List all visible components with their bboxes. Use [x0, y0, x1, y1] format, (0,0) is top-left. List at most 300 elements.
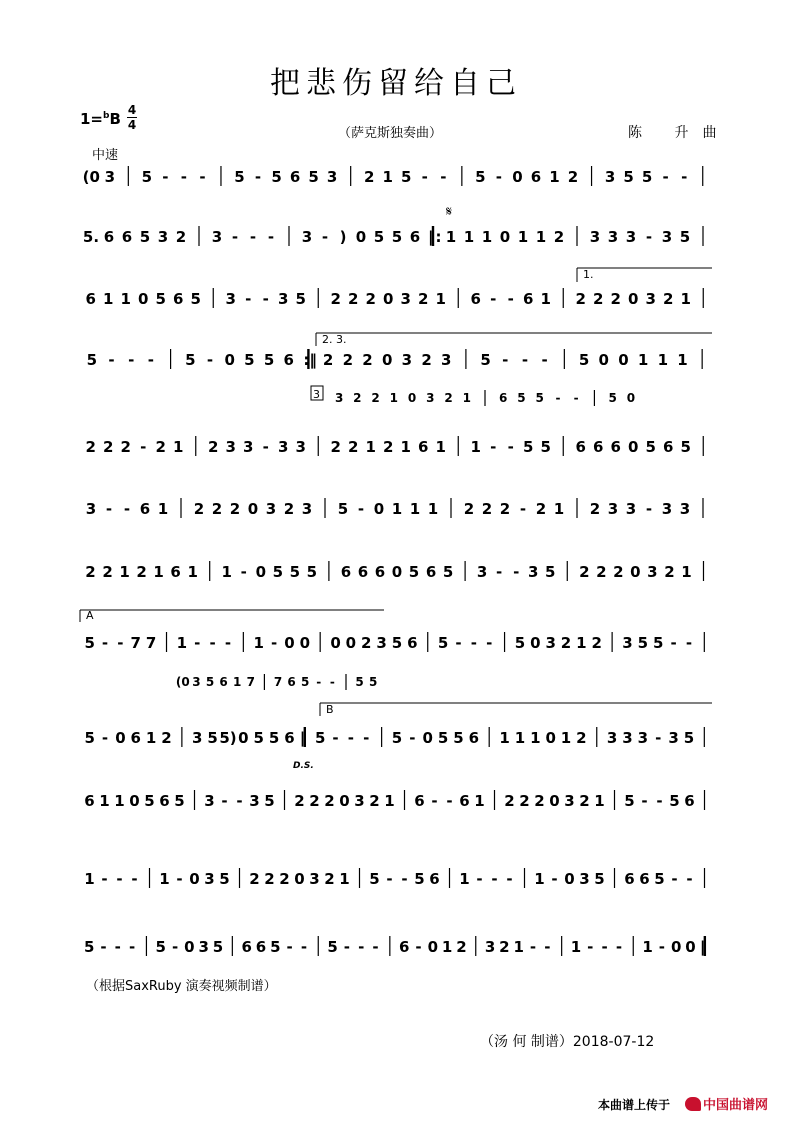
note-token: -: [116, 870, 123, 888]
note-token: 1: [435, 438, 446, 456]
note-token: -: [507, 290, 514, 308]
note-token: 2: [208, 438, 219, 456]
note-token: 3: [679, 500, 691, 518]
note-token: 2: [353, 391, 362, 405]
note-token: 0: [284, 634, 295, 652]
note-token: 3: [622, 729, 633, 747]
repeat-sign: :‖: [303, 351, 317, 369]
note-token: 1: [384, 792, 395, 810]
note-token: -: [490, 290, 497, 308]
note-token: 5: [84, 729, 95, 747]
note-token: 3: [607, 228, 619, 246]
note-token: 2: [589, 500, 601, 518]
note-token: 1: [594, 792, 605, 810]
note-token: -: [685, 634, 693, 652]
note-token: 3: [204, 792, 215, 810]
note-token: 0: [628, 438, 639, 456]
note-token: -: [455, 634, 462, 652]
note-token: 2: [369, 792, 380, 810]
note-token: 5: [540, 438, 551, 456]
note-token: 5: [139, 228, 151, 246]
note-token: 1: [391, 500, 403, 518]
note-token: -: [513, 563, 520, 581]
note-token: 2: [663, 290, 674, 308]
note-token: 5: [654, 870, 665, 888]
note-token: 5: [653, 634, 664, 652]
note-token: 5: [578, 351, 590, 369]
note-token: 0: [598, 351, 609, 369]
note-token: 2: [85, 438, 96, 456]
note-token: 0: [549, 792, 560, 810]
note-token: -: [108, 351, 115, 369]
note-token: 2: [383, 438, 394, 456]
note-token: 3: [192, 729, 203, 747]
score-line: [84, 936, 707, 957]
repeat-sign: ‖: [699, 938, 708, 956]
note-token: 1: [114, 792, 125, 810]
note-token: 6: [624, 870, 635, 888]
upload-footer: 本曲谱上传于: [598, 1098, 671, 1112]
note-token: 1: [576, 634, 587, 652]
note-token: 2: [193, 500, 205, 518]
note-token: 3: [309, 870, 320, 888]
note-token: 2: [249, 870, 260, 888]
note-token: -: [221, 792, 228, 810]
note-token: 5: [337, 500, 349, 518]
note-token: 1: [173, 438, 184, 456]
note-token: 3: [441, 351, 452, 369]
note-token: 0: [184, 938, 195, 956]
note-token: 1: [560, 729, 572, 747]
note-token: 5: [314, 729, 326, 747]
note-token: 2: [444, 391, 453, 405]
note-token: 6: [289, 168, 301, 186]
note-token: -: [180, 168, 188, 186]
note-token: 1: [99, 792, 110, 810]
note-token: -: [519, 500, 527, 518]
note-token: 2: [363, 168, 375, 186]
note-token: -: [105, 500, 113, 518]
note-token: -: [100, 938, 107, 956]
note-token: 6: [459, 792, 470, 810]
note-token: 6: [283, 351, 294, 369]
note-token: 1: [159, 870, 170, 888]
note-token: 2: [361, 634, 372, 652]
note-token: 0: [339, 792, 350, 810]
note-token: 0: [238, 729, 249, 747]
note-token: 2: [418, 290, 429, 308]
note-token: 2: [283, 500, 295, 518]
note-token: 5: [234, 168, 245, 186]
score-line: [84, 790, 704, 810]
note-token: -: [507, 438, 514, 456]
note-token: 0: [224, 351, 235, 369]
note-token: 6: [414, 792, 425, 810]
note-token: 0: [115, 729, 126, 747]
note-token: 0: [626, 391, 636, 405]
note-token: 3: [243, 438, 254, 456]
note-token: 5: [308, 168, 319, 186]
note-token: 6: [530, 168, 542, 186]
note-token: -: [502, 351, 509, 369]
note-token: 2: [229, 500, 241, 518]
note-token: 1: [499, 729, 510, 747]
note-token: 0: [630, 563, 641, 581]
transcription-note: （根据SaxRuby 演奏视频制谱）: [86, 979, 277, 994]
note-token: -: [476, 870, 483, 888]
note-token: 5: [219, 870, 230, 888]
note-token: 3: [401, 351, 413, 369]
note-token: 1: [553, 500, 565, 518]
note-token: -: [470, 634, 477, 652]
note-token: 2: [264, 870, 275, 888]
note-token: 0: [138, 290, 149, 308]
note-token: 1: [530, 729, 541, 747]
note-token: 3: [400, 290, 411, 308]
note-token: -: [316, 675, 322, 689]
tempo-marking: 中速: [92, 148, 119, 163]
note-token: 6: [639, 870, 650, 888]
note-token: -: [300, 938, 308, 956]
note-token: 6: [340, 563, 352, 581]
key-note: B: [109, 110, 121, 128]
note-token: -: [431, 792, 438, 810]
note-token: 5: [369, 870, 380, 888]
note-token: 3: [625, 500, 637, 518]
note-token: 1: [427, 500, 439, 518]
note-token: 0: [545, 729, 556, 747]
note-token: -: [409, 729, 416, 747]
note-token: 1: [474, 792, 485, 810]
note-token: -: [641, 792, 648, 810]
note-token: -: [131, 870, 138, 888]
note-token: 3: [301, 500, 313, 518]
note-token: -: [658, 938, 666, 956]
note-token: 2: [120, 438, 131, 456]
note-token: 1: [570, 938, 582, 956]
note-token: -: [206, 351, 214, 369]
key-prefix: 1=: [80, 110, 104, 128]
note-token: 5: [683, 729, 695, 747]
note-token: -: [486, 634, 493, 652]
note-token: 5: [84, 634, 95, 652]
note-token: 2: [481, 500, 493, 518]
note-token: 0: [189, 870, 200, 888]
note-token: 3: [564, 792, 575, 810]
note-token: 2: [596, 563, 607, 581]
note-token: -: [386, 870, 393, 888]
score-line: [176, 674, 378, 690]
note-token: 5: [480, 351, 491, 369]
note-token: 5: [190, 290, 201, 308]
note-token: 2: [330, 438, 341, 456]
note-token: 5: [268, 729, 280, 747]
note-token: -: [332, 729, 339, 747]
transcriber-credit: （汤 何 制谱）2018-07-12: [480, 1034, 655, 1050]
repeat-sign: ‖:: [428, 228, 442, 246]
note-token: 2: [576, 729, 587, 747]
note-token: 3: [376, 634, 387, 652]
note-token: 1: [153, 563, 164, 581]
note-token: 5: [408, 563, 420, 581]
note-token: -: [587, 938, 594, 956]
note-token: -: [601, 938, 608, 956]
note-token: 6: [170, 563, 181, 581]
note-token: 5: [517, 391, 526, 405]
note-token: 0: [670, 938, 682, 956]
note-token: 6: [418, 438, 429, 456]
score-line: [85, 561, 703, 581]
note-token: 5: [244, 351, 255, 369]
note-token: 5: [205, 675, 215, 689]
note-token: 5: [155, 290, 166, 308]
note-token: 3: [278, 290, 289, 308]
note-token: 6: [173, 290, 184, 308]
score-line: [86, 288, 704, 308]
note-token: -: [176, 870, 183, 888]
note-token: 1: [409, 500, 421, 518]
note-token: 2: [279, 870, 290, 888]
score-line: [87, 349, 703, 370]
note-token: -: [240, 563, 247, 581]
note-token: 2: [348, 290, 359, 308]
score-title: 把悲伤留给自己: [270, 66, 522, 101]
note-token: -: [529, 938, 537, 956]
note-token: 1: [481, 228, 493, 246]
meter-bottom: 4: [127, 118, 137, 132]
note-token: 5: [535, 391, 544, 405]
section-b-label: B: [326, 703, 334, 716]
site-logo[interactable]: [685, 1094, 768, 1113]
note-token: 0: [618, 351, 629, 369]
note-token: 5: [437, 729, 449, 747]
note-token: 2: [456, 938, 467, 956]
note-token: 6: [357, 563, 369, 581]
note-token: 0: [381, 351, 393, 369]
note-token: 3: [249, 792, 260, 810]
note-token: 3: [211, 228, 223, 246]
note-token: 1: [435, 290, 446, 308]
note-token: -: [541, 351, 548, 369]
note-token: -: [521, 351, 529, 369]
note-token: 6: [523, 290, 534, 308]
note-token: 5: [645, 438, 656, 456]
note-token: -: [147, 351, 155, 369]
note-token: 1: [462, 391, 471, 405]
note-token: 3: [476, 563, 488, 581]
note-token: 2: [534, 792, 545, 810]
note-token: 1: [677, 351, 688, 369]
note-token: 3: [334, 391, 344, 405]
note-token: 5: [185, 351, 196, 369]
note-token: 3: [198, 938, 209, 956]
note-token: 3: [625, 228, 637, 246]
note-token: -: [544, 938, 551, 956]
note-token: 6: [407, 634, 418, 652]
note-token: 5: [391, 729, 403, 747]
note-token: 5: [437, 634, 449, 652]
note-token: -: [171, 938, 179, 956]
note-token: 2: [613, 563, 624, 581]
note-token: -: [236, 792, 243, 810]
note-token: 5: [669, 792, 680, 810]
note-token: 5: [174, 792, 185, 810]
note-token: 1: [339, 870, 350, 888]
score-line: [86, 498, 703, 518]
note-token: -: [224, 634, 232, 652]
note-token: -: [686, 870, 693, 888]
note-token: 6: [103, 228, 115, 246]
note-token: 3: [527, 563, 539, 581]
note-token: 2: [309, 792, 320, 810]
note-token: -: [671, 870, 678, 888]
note-token: 5: [207, 729, 218, 747]
note-token: 3: [225, 438, 236, 456]
note-token: 1: [365, 438, 376, 456]
note-token: 1: [657, 351, 668, 369]
note-token: 2: [535, 500, 547, 518]
note-token: 3: [579, 870, 590, 888]
note-token: 2: [575, 290, 586, 308]
note-token: -: [343, 938, 351, 956]
note-token: 1: [540, 290, 551, 308]
note-token: 0: [373, 500, 385, 518]
note-token: -: [231, 228, 239, 246]
note-token: 5: [86, 351, 98, 369]
note-token: 2: [553, 228, 565, 246]
note-token: 5: [327, 938, 338, 956]
note-token: -: [329, 675, 335, 689]
note-token: (0: [82, 168, 100, 186]
note-token: -: [495, 168, 503, 186]
note-token: 6: [84, 792, 95, 810]
note-token: 2: [211, 500, 223, 518]
note-token: 0: [355, 228, 367, 246]
note-token: 3: [301, 228, 313, 246]
note-token: 5: [264, 792, 275, 810]
note-token: 5: [271, 168, 282, 186]
note-token: 2: [342, 351, 353, 369]
note-token: -: [254, 168, 262, 186]
note-token: 1: [534, 870, 545, 888]
note-token: 3: [607, 500, 619, 518]
logo-icon: [685, 1097, 701, 1111]
note-token: 1: [681, 563, 692, 581]
note-token: 0: [512, 168, 523, 186]
note-token: 3: [192, 675, 201, 689]
note-token: 1: [84, 870, 95, 888]
note-token: 1: [119, 563, 130, 581]
note-token: 2: [499, 500, 511, 518]
score-line: [83, 166, 703, 186]
note-token: 5: [475, 168, 486, 186]
note-token: 3: [604, 168, 616, 186]
note-token: 7: [246, 675, 255, 689]
note-token: 0: [564, 870, 575, 888]
note-token: -: [670, 634, 677, 652]
note-token: 5: [144, 792, 155, 810]
note-token: 1: [445, 228, 457, 246]
note-token: 2: [560, 634, 572, 652]
note-token: 1: [400, 438, 411, 456]
note-token: 3: [225, 290, 236, 308]
note-token: 1: [680, 290, 691, 308]
note-token: 5.: [82, 228, 100, 246]
note-token: -: [358, 938, 365, 956]
subtitle: （萨克斯独奏曲）: [338, 126, 443, 141]
note-token: 0: [427, 938, 439, 956]
note-token: 6: [499, 391, 508, 405]
note-token: 2: [103, 438, 114, 456]
note-token: -: [162, 168, 169, 186]
note-token: 6: [425, 563, 437, 581]
note-token: (0: [175, 675, 190, 689]
note-token: 3: [647, 563, 658, 581]
note-token: 5: [637, 634, 649, 652]
note-token: 5: [608, 391, 617, 405]
note-token: 5: [141, 168, 153, 186]
note-token: 2: [664, 563, 675, 581]
note-token: 0: [530, 634, 541, 652]
note-token: -: [357, 500, 365, 518]
note-token: -: [199, 168, 206, 186]
note-token: -: [101, 634, 109, 652]
note-token: -: [645, 228, 653, 246]
note-token: 5: [453, 729, 464, 747]
note-token: 1: [459, 870, 470, 888]
note-token: 6: [159, 792, 170, 810]
note-token: 3: [104, 168, 116, 186]
note-token: 6: [241, 938, 252, 956]
note-token: 7: [145, 634, 157, 652]
note-token: 6: [219, 675, 228, 689]
note-token: 6: [139, 500, 151, 518]
section-a-label: A: [86, 609, 94, 622]
note-token: -: [262, 438, 269, 456]
note-token: -: [555, 391, 561, 405]
note-token: 0: [129, 792, 140, 810]
note-token: 2: [499, 938, 510, 956]
repeat-sign: ‖: [299, 729, 308, 747]
note-token: 6: [85, 290, 96, 308]
note-token: 7: [130, 634, 141, 652]
note-token: 5: [623, 168, 634, 186]
note-token: 6: [610, 438, 621, 456]
note-token: 2: [175, 228, 187, 246]
note-token: 5: [306, 563, 318, 581]
note-token: -: [114, 938, 121, 956]
note-token: -: [656, 792, 663, 810]
note-token: 1: [441, 938, 453, 956]
note-token: -: [286, 938, 293, 956]
note-token: -: [245, 290, 252, 308]
note-token: 6: [130, 729, 141, 747]
note-token: -: [321, 228, 329, 246]
note-token: -: [645, 500, 653, 518]
note-token: 2: [567, 168, 579, 186]
note-token: 5: [391, 228, 403, 246]
note-token: -: [209, 634, 216, 652]
note-token: ): [339, 228, 347, 246]
note-token: 1: [517, 228, 529, 246]
note-token: 2: [155, 438, 166, 456]
note-token: 3: [622, 634, 633, 652]
note-token: 1: [382, 168, 393, 186]
note-token: 2: [136, 563, 147, 581]
note-token: 5: [373, 228, 385, 246]
note-token: 6: [593, 438, 604, 456]
note-token: -: [681, 168, 688, 186]
